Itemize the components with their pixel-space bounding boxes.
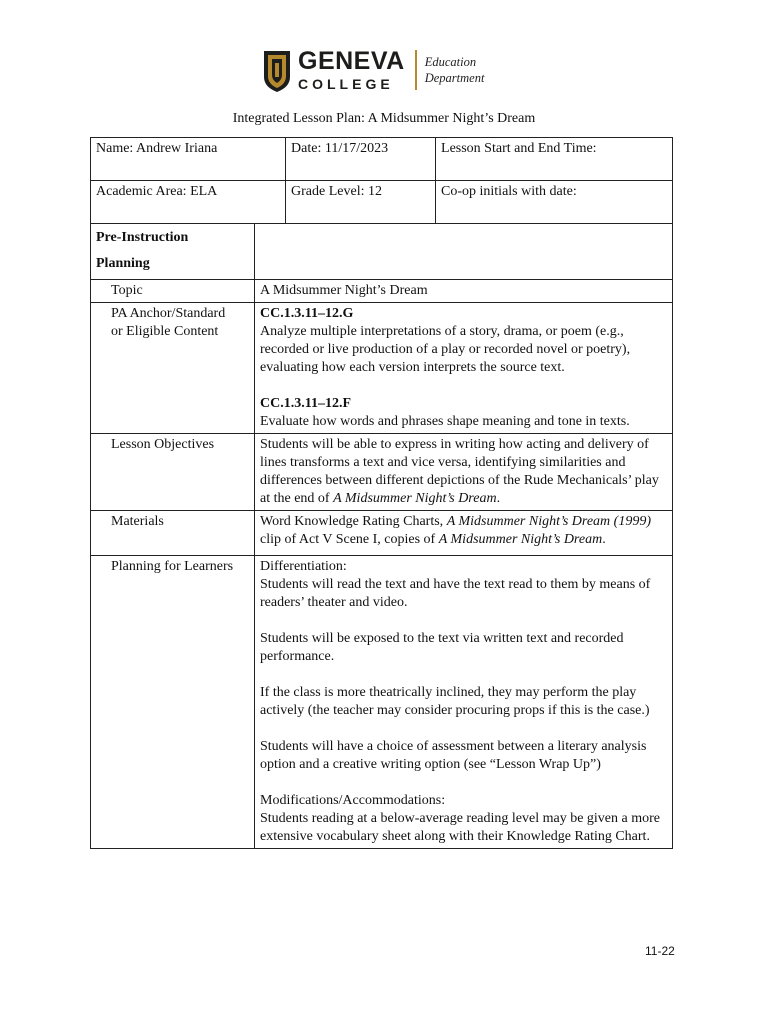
- header-row-1: [91, 138, 673, 181]
- topic-row: [91, 280, 673, 303]
- standard-text-1: Analyze multiple interpretations of a story, drama, or poem (e.g., recorded or live production of a play or recorded novel or poetry), evaluating how each version interprets the source text.: [260, 324, 631, 375]
- date-cell: Date: 11/17/2023: [286, 138, 436, 181]
- shield-icon: [262, 47, 292, 93]
- spacer: [260, 612, 667, 630]
- standard-text-2: Evaluate how words and phrases shape meaning and tone in texts.: [260, 414, 630, 429]
- materials-end: .: [602, 532, 606, 547]
- page-number: 11-22: [645, 944, 675, 958]
- dept-line-1: Education: [424, 54, 477, 69]
- topic-label: Topic: [91, 280, 255, 303]
- section-row: [91, 224, 673, 280]
- learners-paragraph-3: If the class is more theatrically inclined, they may perform the play actively (the teacher may consider procuring props if this is the case.): [260, 685, 650, 718]
- standard-label-line-2: or Eligible Content: [111, 324, 219, 339]
- learners-value: [255, 556, 673, 849]
- objectives-play-title: A Midsummer Night’s Dream: [333, 491, 497, 506]
- materials-part-1: Word Knowledge Rating Charts,: [260, 514, 447, 529]
- brand-line-2: COLLEGE: [298, 76, 394, 92]
- materials-row: [91, 511, 673, 556]
- spacer: [260, 377, 667, 395]
- objectives-label: Lesson Objectives: [91, 434, 255, 511]
- materials-value: [255, 511, 673, 556]
- materials-part-2: clip of Act V Scene I, copies of: [260, 532, 439, 547]
- college-logo: [262, 45, 508, 95]
- document-title: Integrated Lesson Plan: A Midsummer Night’s Dream: [232, 111, 536, 126]
- name-cell: Name: Andrew Iriana: [91, 138, 286, 181]
- learners-paragraph-5: Students reading at a below-average reading level may be given a more extensive vocabulary sheet along with their Knowledge Rating Chart.: [260, 811, 661, 844]
- department-name: [425, 54, 485, 87]
- standard-label-line-1: PA Anchor/Standard: [111, 306, 226, 321]
- differentiation-heading: Differentiation:: [260, 559, 347, 574]
- section-heading: [91, 224, 255, 280]
- standard-code-1: CC.1.3.11–12.G: [260, 306, 354, 321]
- modifications-heading: Modifications/Accommodations:: [260, 793, 446, 808]
- header-row-2: [91, 181, 673, 224]
- spacer: [260, 774, 667, 792]
- time-cell: Lesson Start and End Time:: [436, 138, 673, 181]
- objectives-text: Students will be able to express in writing how acting and delivery of lines transforms a text and vice versa, identifying similarities and differences between different depictions of the Rude Mechanicals’ play at the end of: [260, 437, 659, 506]
- objectives-end: .: [496, 491, 501, 506]
- objectives-row: [91, 434, 673, 511]
- materials-italic-2: A Midsummer Night’s Dream: [438, 532, 603, 547]
- learners-paragraph-4: Students will have a choice of assessment between a literary analysis option and a creative writing option (see “Lesson Wrap Up”): [260, 739, 647, 772]
- section-blank: [255, 224, 673, 280]
- learners-paragraph-2: Students will be exposed to the text via written text and recorded performance.: [260, 631, 624, 664]
- learners-paragraph-1: Students will read the text and have the text read to them by means of readers’ theater and video.: [260, 577, 651, 610]
- spacer: [260, 720, 667, 738]
- brand-line-1: GENEVA: [298, 47, 405, 75]
- section-heading-line-1: Pre-Instruction: [96, 230, 189, 245]
- topic-value: A Midsummer Night’s Dream: [255, 280, 673, 303]
- spacer: [260, 666, 667, 684]
- learners-label: Planning for Learners: [91, 556, 255, 849]
- dept-line-2: Department: [424, 71, 485, 85]
- standard-label: [91, 303, 255, 434]
- area-cell: Academic Area: ELA: [91, 181, 286, 224]
- lesson-plan-table: [90, 137, 673, 849]
- materials-label: Materials: [91, 511, 255, 556]
- objectives-value: [255, 434, 673, 511]
- learners-row: [91, 556, 673, 849]
- standard-row: [91, 303, 673, 434]
- standard-code-2: CC.1.3.11–12.F: [260, 396, 351, 411]
- college-wordmark: [298, 49, 405, 91]
- section-heading-line-2: Planning: [96, 256, 150, 271]
- logo-divider: [415, 50, 417, 90]
- grade-cell: Grade Level: 12: [286, 181, 436, 224]
- standard-value: [255, 303, 673, 434]
- materials-italic-1: A Midsummer Night’s Dream (1999): [446, 514, 651, 529]
- coop-cell: Co-op initials with date:: [436, 181, 673, 224]
